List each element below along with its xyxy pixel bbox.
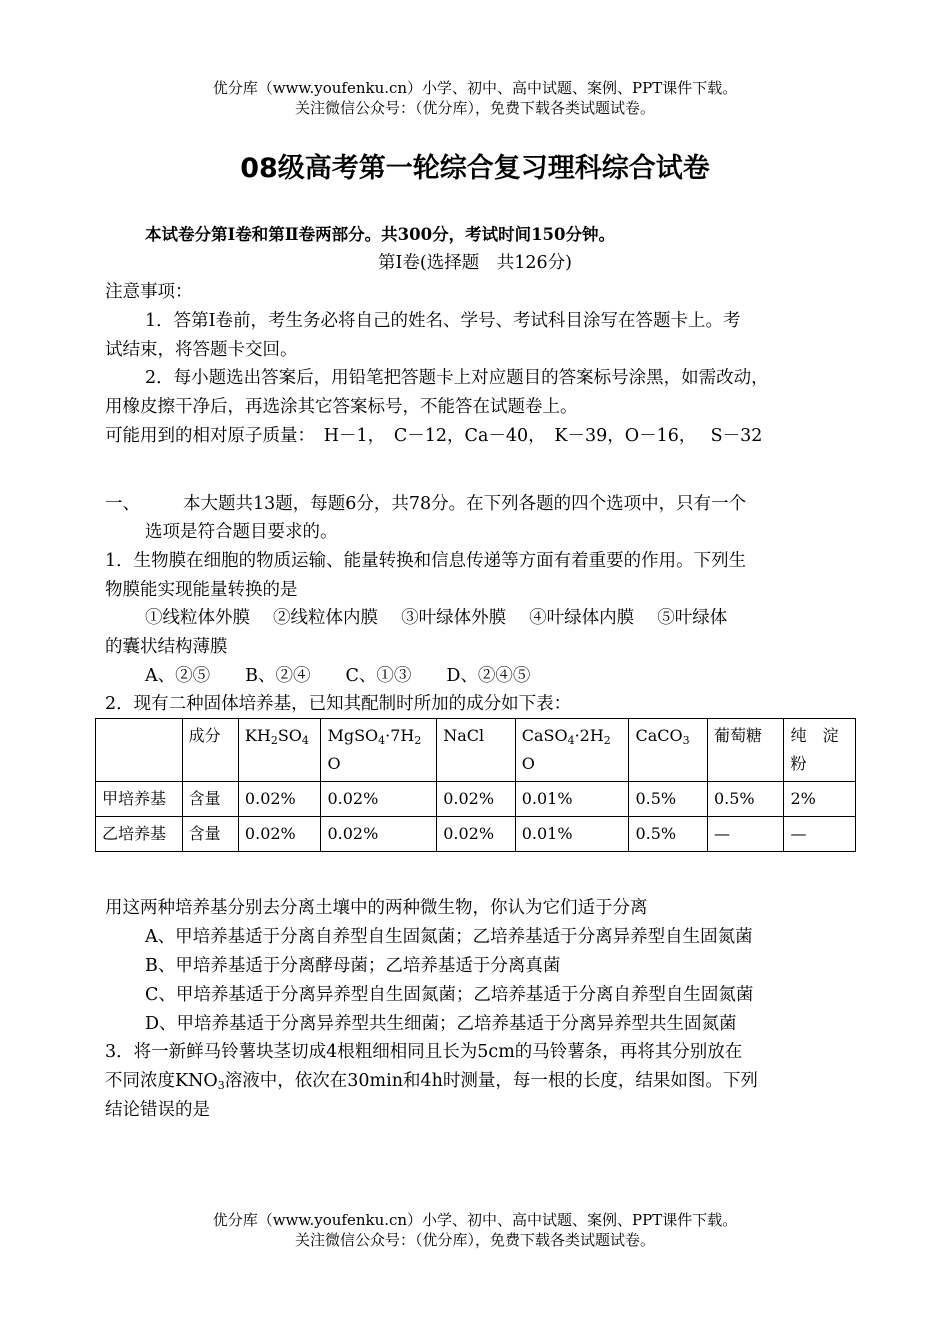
- table-cell: —: [707, 817, 784, 852]
- q2-option-c: C、甲培养基适于分离异养型自生固氮菌；乙培养基适于分离自养型自生固氮菌: [145, 985, 754, 1005]
- table-header-cell: NaCl: [437, 719, 516, 782]
- table-cell: 含量: [182, 782, 238, 817]
- q2-stem: 2．现有二种固体培养基，已知其配制时所加的成分如下表：: [105, 694, 572, 714]
- exam-intro: 本试卷分第Ⅰ卷和第Ⅱ卷两部分。共300分，考试时间150分钟。: [145, 225, 616, 244]
- table-cell: 0.02%: [437, 782, 516, 817]
- notice-heading: 注意事项：: [105, 282, 193, 302]
- q1-choices: A、②⑤ B、②④ C、①③ D、②④⑤: [145, 666, 531, 686]
- page-title: 08级高考第一轮综合复习理科综合试卷: [240, 153, 710, 184]
- table-cell: 0.02%: [437, 817, 516, 852]
- table-cell: 0.02%: [238, 817, 321, 852]
- table-cell: 0.5%: [707, 782, 784, 817]
- table-header-cell: $KH_2SO_4$: [238, 719, 321, 782]
- table-cell: 0.01%: [515, 817, 629, 852]
- footer-line-1: 优分库（www.youfenku.cn）小学、初中、高中试题、案例、PPT课件下载。: [212, 1211, 738, 1229]
- q1-stem-cont: 物膜能实现能量转换的是: [105, 580, 298, 600]
- table-cell: 0.02%: [321, 782, 437, 817]
- table-cell: 甲培养基: [96, 782, 183, 817]
- table-header-cell: 成分: [182, 719, 238, 782]
- part-description: 本大题共13题，每题6分，共78分。在下列各题的四个选项中，只有一个: [183, 494, 747, 514]
- table-cell: 0.5%: [629, 782, 708, 817]
- table-header-cell: 纯 淀粉: [784, 719, 856, 782]
- q3-stem-end: 结论错误的是: [105, 1100, 210, 1120]
- notice-item-1b: 试结束，将答题卡交回。: [105, 340, 298, 360]
- q2-option-d: D、甲培养基适于分离异养型共生细菌；乙培养基适于分离异养型共生固氮菌: [145, 1014, 737, 1034]
- page-header: [0, 78, 950, 118]
- q2-after-table: 用这两种培养基分别去分离土壤中的两种微生物，你认为它们适于分离: [105, 898, 648, 918]
- table-cell: 0.02%: [238, 782, 321, 817]
- notice-item-2a: 2．每小题选出答案后，用铅笔把答题卡上对应题目的答案标号涂黑，如需改动，: [145, 368, 769, 388]
- part-number: 一、: [105, 494, 140, 514]
- table-cell: 0.02%: [321, 817, 437, 852]
- atomic-masses: 可能用到的相对原子质量： H－1， C－12，Ca－40， K－39，O－16， S－32: [105, 426, 763, 446]
- q1-items-cont: 的囊状结构薄膜: [105, 637, 228, 657]
- medium-composition-table: [95, 718, 856, 852]
- table-header-cell: [96, 719, 183, 782]
- footer-line-2: 关注微信公众号：（优分库），免费下载各类试题试卷。: [294, 1231, 655, 1249]
- table-cell: —: [784, 817, 856, 852]
- table-header-cell: CaCO$_3$: [629, 719, 708, 782]
- table-cell: 0.5%: [629, 817, 708, 852]
- notice-item-2b: 用橡皮擦干净后，再选涂其它答案标号，不能答在试题卷上。: [105, 397, 578, 417]
- page-footer: [0, 1210, 950, 1250]
- q1-stem: 1．生物膜在细胞的物质运输、能量转换和信息传递等方面有着重要的作用。下列生: [105, 551, 747, 571]
- q3-text: 溶液中，依次在30min和4h时测量，每一根的长度，结果如图。下列: [224, 1071, 758, 1091]
- header-line-1: 优分库（www.youfenku.cn）小学、初中、高中试题、案例、PPT课件下载。: [212, 79, 738, 97]
- q1-items: ①线粒体外膜 ②线粒体内膜 ③叶绿体外膜 ④叶绿体内膜 ⑤叶绿体: [145, 608, 728, 628]
- table-header-row: [96, 719, 856, 782]
- q3-subscript: 3: [217, 1079, 225, 1092]
- q2-option-a: A、甲培养基适于分离自养型自生固氮菌；乙培养基适于分离异养型自生固氮菌: [145, 927, 753, 947]
- part-description-cont: 选项是符合题目要求的。: [145, 522, 338, 542]
- q3-stem: 3．将一新鲜马铃薯块茎切成4根粗细相同且长为5cm的马铃薯条，再将其分别放在: [105, 1042, 743, 1062]
- table-cell: 2%: [784, 782, 856, 817]
- table-header-cell: $CaSO_4\cdot 2H_2O$: [515, 719, 629, 782]
- q3-stem-cont: [105, 1067, 758, 1096]
- section-title: 第Ⅰ卷(选择题 共126分): [378, 253, 572, 273]
- header-line-2: 关注微信公众号：（优分库），免费下载各类试题试卷。: [294, 99, 655, 117]
- table-cell: 含量: [182, 817, 238, 852]
- table-row: [96, 817, 856, 852]
- table-header-cell: 葡萄糖: [707, 719, 784, 782]
- q2-option-b: B、甲培养基适于分离酵母菌；乙培养基适于分离真菌: [145, 956, 561, 976]
- table-cell: 乙培养基: [96, 817, 183, 852]
- table-cell: 0.01%: [515, 782, 629, 817]
- notice-item-1a: 1．答第Ⅰ卷前，考生务必将自己的姓名、学号、考试科目涂写在答题卡上。考: [145, 311, 741, 331]
- table-row: [96, 782, 856, 817]
- table-header-cell: $MgSO_4\cdot 7H_2O$: [321, 719, 437, 782]
- q3-text: 不同浓度KNO: [105, 1071, 218, 1091]
